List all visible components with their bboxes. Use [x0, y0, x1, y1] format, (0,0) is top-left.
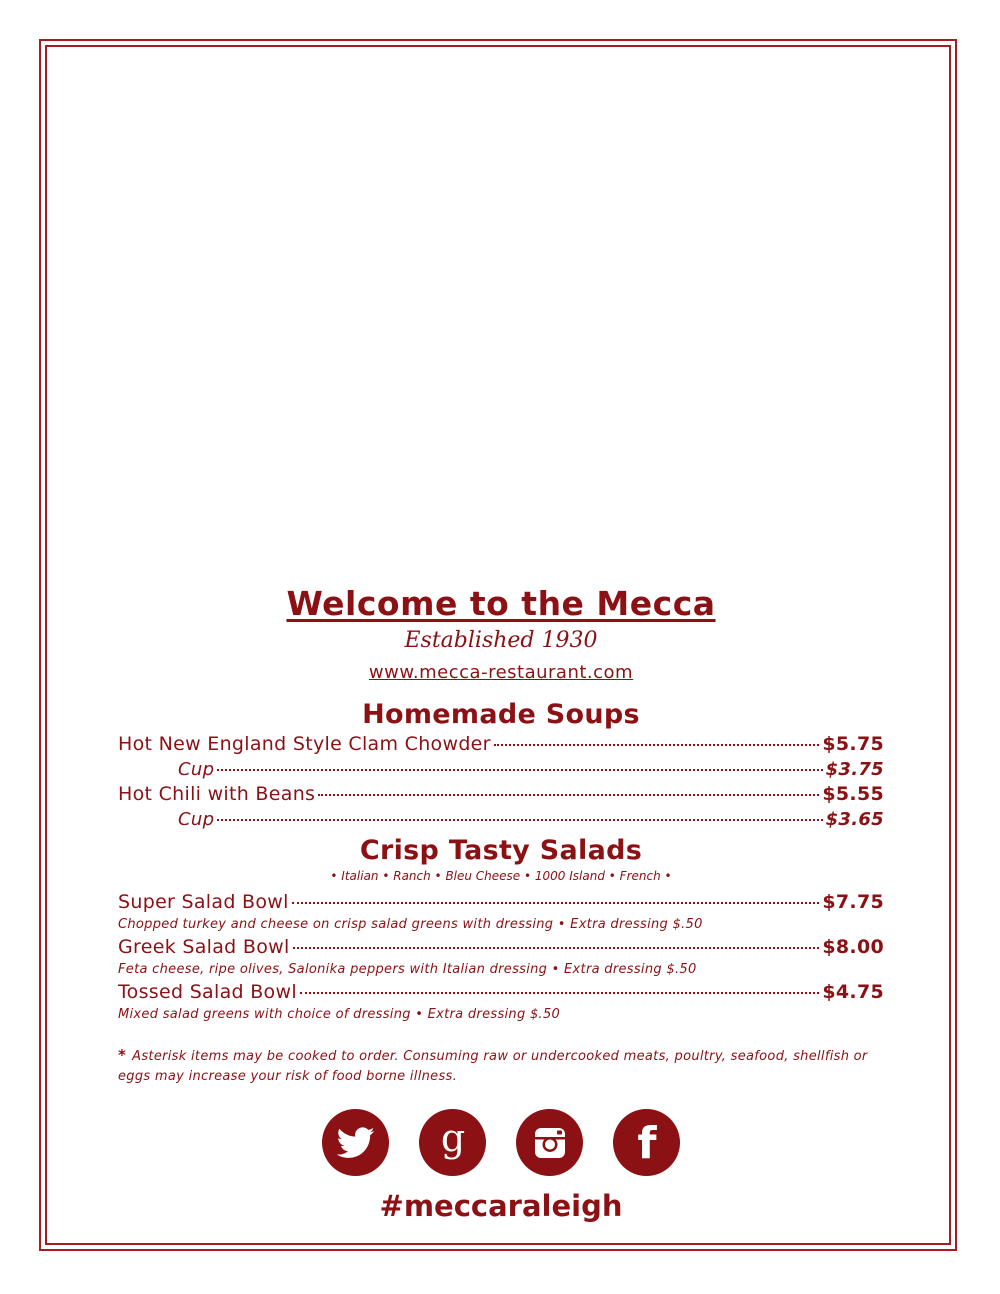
google-glyph: g	[440, 1117, 465, 1160]
dot-leader	[300, 992, 819, 994]
item-name: Super Salad Bowl	[118, 891, 289, 913]
dot-leader	[293, 947, 820, 949]
item-price: $5.75	[822, 733, 884, 755]
item-name: Greek Salad Bowl	[118, 936, 290, 958]
menu-item-chili-cup	[118, 807, 884, 832]
asterisk-marker: *	[118, 1046, 127, 1064]
food-safety-disclaimer	[118, 1045, 884, 1087]
menu-item-tossed-salad	[118, 980, 884, 1005]
item-price: $7.75	[822, 891, 884, 913]
salads-section-title: Crisp Tasty Salads	[359, 835, 643, 866]
twitter-icon	[337, 1127, 375, 1159]
dot-leader	[217, 819, 822, 821]
item-description: Chopped turkey and cheese on crisp salad greens with dressing • Extra dressing $.50	[118, 917, 703, 932]
google-icon	[433, 1118, 473, 1168]
page-title: Welcome to the Mecca	[286, 584, 716, 623]
facebook-icon	[627, 1118, 667, 1168]
menu-item-chili	[118, 782, 884, 807]
item-name: Cup	[178, 809, 215, 830]
menu-item-greek-salad	[118, 935, 884, 960]
website-link[interactable]: www.mecca-restaurant.com	[368, 662, 634, 683]
item-name: Hot Chili with Beans	[118, 783, 316, 805]
item-price: $8.00	[822, 936, 884, 958]
item-price: $5.55	[822, 783, 884, 805]
item-name: Hot New England Style Clam Chowder	[118, 733, 491, 755]
social-links	[118, 1109, 884, 1176]
menu-item-clam-chowder	[118, 732, 884, 757]
twitter-button[interactable]	[322, 1109, 389, 1176]
item-price: $3.75	[825, 759, 884, 780]
instagram-button[interactable]	[516, 1109, 583, 1176]
google-button[interactable]	[419, 1109, 486, 1176]
item-description: Feta cheese, ripe olives, Salonika peppers with Italian dressing • Extra dressing $.50	[118, 962, 697, 977]
dot-leader	[494, 744, 820, 746]
menu-item-clam-chowder-cup	[118, 757, 884, 782]
item-name: Tossed Salad Bowl	[118, 981, 297, 1003]
disclaimer-text: Asterisk items may be cooked to order. Consuming raw or undercooked meats, poultry, seafood, shellfish or eggs may increase your risk of food borne illness.	[118, 1049, 868, 1084]
hashtag: #meccaraleigh	[379, 1189, 623, 1223]
menu-content	[118, 582, 884, 1224]
item-name: Cup	[178, 759, 215, 780]
dot-leader	[318, 794, 819, 796]
item-price: $4.75	[822, 981, 884, 1003]
facebook-glyph: f	[636, 1117, 657, 1168]
established-subtitle: Established 1930	[404, 628, 598, 653]
dot-leader	[217, 769, 822, 771]
dot-leader	[292, 902, 820, 904]
menu-item-super-salad	[118, 890, 884, 915]
instagram-icon	[533, 1126, 567, 1160]
soups-section-title: Homemade Soups	[362, 699, 640, 730]
item-price: $3.65	[825, 809, 884, 830]
facebook-button[interactable]	[613, 1109, 680, 1176]
item-description: Mixed salad greens with choice of dressing • Extra dressing $.50	[118, 1007, 561, 1022]
dressing-options: • Italian • Ranch • Bleu Cheese • 1000 Island • French •	[330, 869, 672, 883]
